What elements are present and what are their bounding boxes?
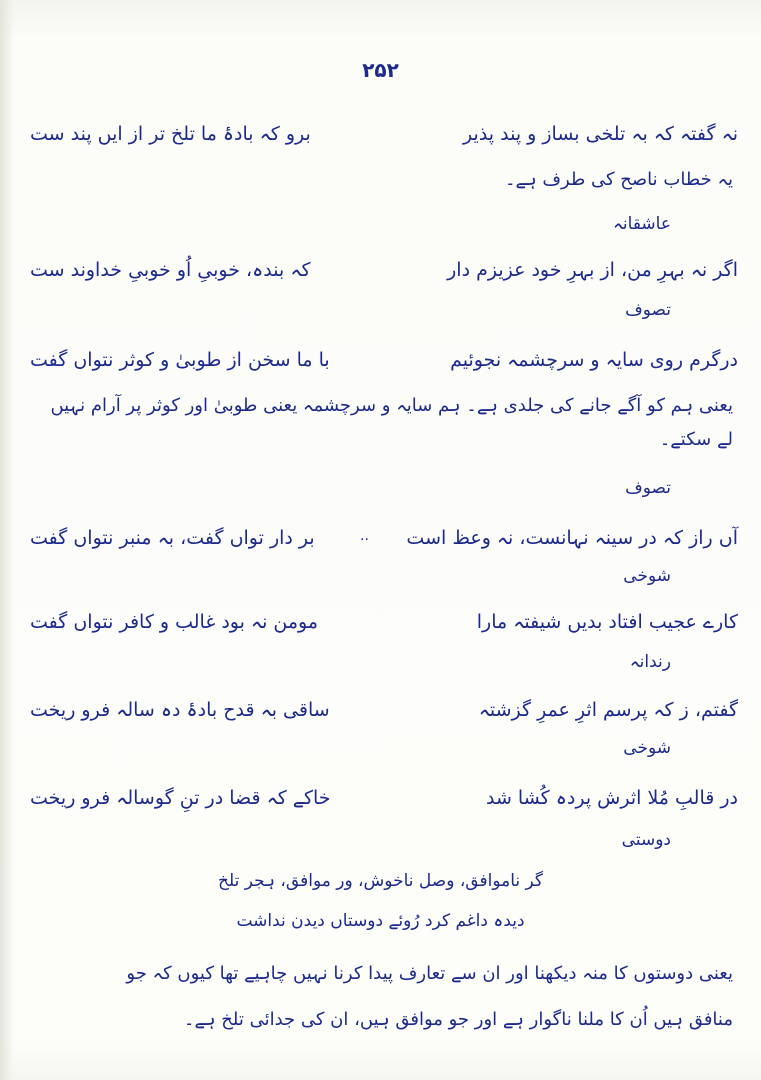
verse-first-hemistich: آں راز کہ در سینہ نہانست، نہ وعظ است <box>406 527 738 549</box>
commentary-text: منافق ہیں اُن کا ملنا ناگوار ہے اور جو موافق ہیں، ان کی جدائی تلخ ہے۔ <box>183 1009 733 1030</box>
verse-first-hemistich: در قالبِ مُلا اثرش پردہ کُشا شد <box>486 787 738 809</box>
verse-row <box>30 782 738 822</box>
verse-row <box>30 694 738 734</box>
verse-row <box>30 606 738 646</box>
verse-line-centered: دیدہ داغم کرد رُوئے دوستاں دیدن نداشت <box>236 911 525 931</box>
verse-row <box>30 254 738 294</box>
section-heading: شوخی <box>623 738 671 758</box>
verse-second-hemistich: بر دار تواں گفت، بہ منبر نتواں گفت <box>30 527 315 549</box>
section-heading: عاشقانہ <box>612 214 671 234</box>
verse-row <box>30 522 738 562</box>
section-heading: تصوف <box>625 300 671 320</box>
page-number: ۲۵۲ <box>362 58 399 82</box>
verse-first-hemistich: نہ گفتہ کہ بہ تلخی بساز و پند پذیر <box>463 123 738 145</box>
section-heading: دوستی <box>621 830 671 850</box>
section-heading: تصوف <box>625 478 671 498</box>
commentary-text: یعنی ہم کو آگے جانے کی جلدی ہے۔ ہم سایہ و سرچشمہ یعنی طوبیٰ اور کوثر پر آرام نہیں <box>50 395 733 416</box>
verse-first-hemistich: گفتم، ز کہ پرسم اثرِ عمرِ گزشتہ <box>478 699 738 721</box>
verse-second-hemistich: کہ بندہ، خوبیِ اُو خوبیِ خداوند ست <box>30 259 311 281</box>
verse-first-hemistich: درگرم روی سایہ و سرچشمہ نجوئیم <box>450 349 738 371</box>
verse-first-hemistich: کارے عجیب افتاد بدیں شیفتہ مارا <box>476 611 738 633</box>
verse-second-hemistich: مومن نہ بود غالب و کافر نتواں گفت <box>30 611 319 633</box>
verse-first-hemistich: اگر نہ بہرِ من، از بہرِ خود عزیزم دار <box>447 259 738 281</box>
section-heading: رندانہ <box>629 652 671 672</box>
commentary-text: یہ خطاب ناصح کی طرف ہے۔ <box>504 169 733 190</box>
verse-row <box>30 344 738 384</box>
verse-line-centered: گر ناموافق، وصل ناخوش، ور موافق، ہجر تلخ <box>217 871 544 891</box>
separator-dot: .. <box>360 528 369 544</box>
verse-second-hemistich: برو کہ بادۂ ما تلخ تر از ایں پند ست <box>30 123 311 145</box>
commentary-text: لے سکتے۔ <box>659 429 733 450</box>
commentary-text: یعنی دوستوں کا منہ دیکھنا اور ان سے تعارف پیدا کرنا نہیں چاہیے تھا کیوں کہ جو <box>126 963 733 984</box>
verse-second-hemistich: خاکے کہ قضا در تنِ گوسالہ فرو ریخت <box>30 787 331 809</box>
verse-second-hemistich: ساقی بہ قدح بادۂ دہ سالہ فرو ریخت <box>30 699 330 721</box>
verse-second-hemistich: با ما سخن از طوبیٰ و کوثر نتواں گفت <box>30 349 330 371</box>
verse-row <box>30 118 738 158</box>
section-heading: شوخی <box>623 566 671 586</box>
